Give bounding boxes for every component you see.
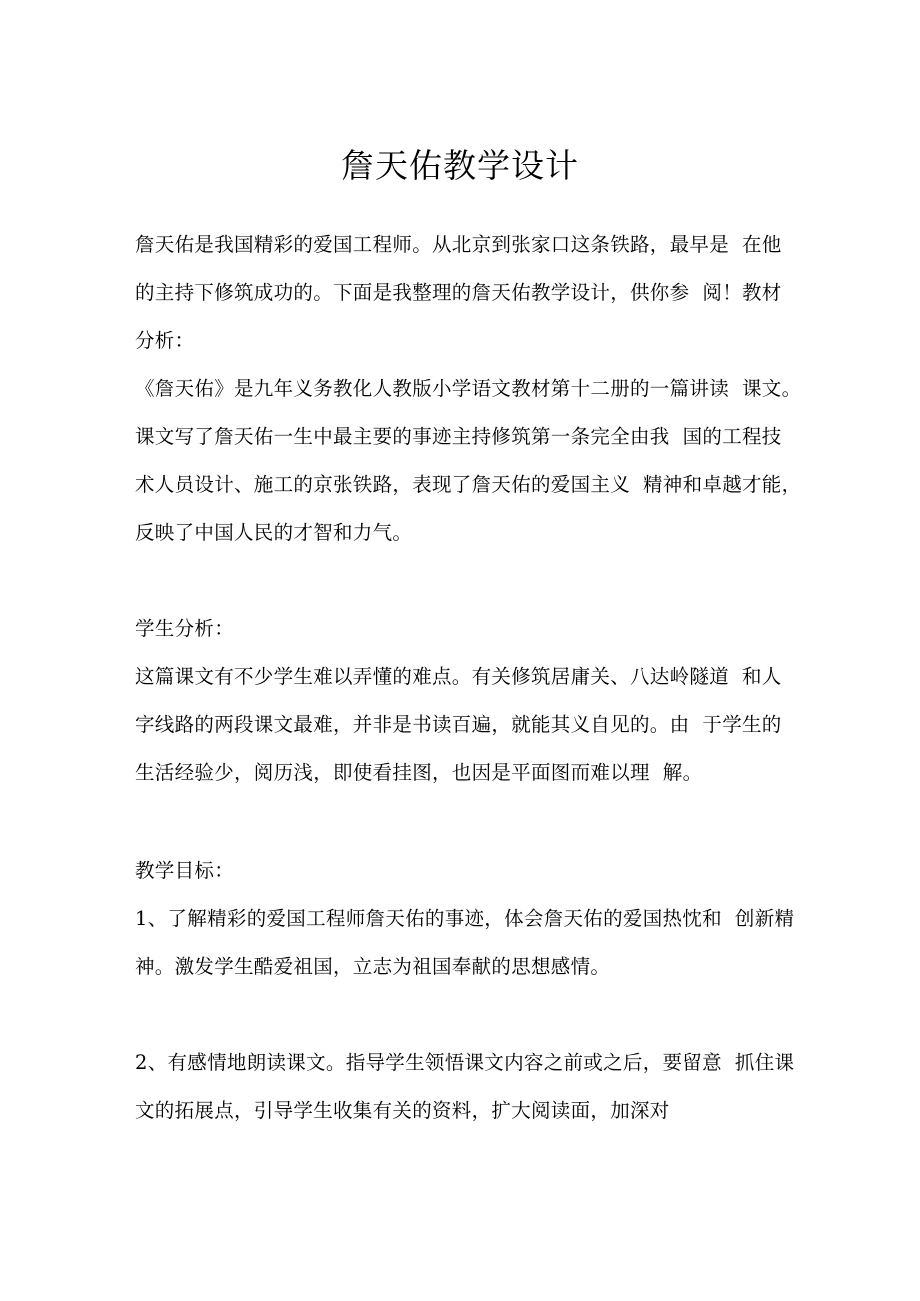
text-line: 生活经验少，阅历浅，即使看挂图，也因是平面图而难以理 解。: [135, 761, 703, 784]
text-line: 《詹天佑》是九年义务教化人教版小学语文教材第十二册的一篇讲读 课文。: [135, 377, 802, 400]
text-line: 詹天佑是我国精彩的爱国工程师。从北京到张家口这条铁路，最早是 在他: [135, 233, 782, 256]
text-line: 神。激发学生酷爱祖国，立志为祖国奉献的思想感情。: [135, 955, 611, 978]
text-line: 反映了中国人民的才智和力气。: [135, 521, 413, 544]
text-line: 字线路的两段课文最难，并非是书读百遍，就能其义自见的。由 于学生的: [135, 713, 782, 736]
section-heading-student-analysis: 学生分析：: [135, 617, 235, 640]
document-title: 詹天佑教学设计: [341, 146, 579, 185]
text-line: 课文写了詹天佑一生中最主要的事迹主持修筑第一条完全由我 国的工程技: [135, 425, 782, 448]
text-line: 分析：: [135, 329, 195, 352]
text-line: 2、有感情地朗读课文。指导学生领悟课文内容之前或之后，要留意 抓住课: [135, 1051, 795, 1074]
text-line: 术人员设计、施工的京张铁路，表现了詹天佑的爱国主义 精神和卓越才能，: [135, 473, 802, 496]
text-line: 的主持下修筑成功的。下面是我整理的詹天佑教学设计，供你参 阅！教材: [135, 281, 782, 304]
text-line: 1、了解精彩的爱国工程师詹天佑的事迹，体会詹天佑的爱国热忱和 创新精: [135, 907, 795, 930]
text-line: 文的拓展点，引导学生收集有关的资料，扩大阅读面，加深对: [135, 1099, 670, 1122]
section-heading-teaching-goals: 教学目标：: [135, 859, 235, 882]
text-line: 这篇课文有不少学生难以弄懂的难点。有关修筑居庸关、八达岭隧道 和人: [135, 665, 782, 688]
